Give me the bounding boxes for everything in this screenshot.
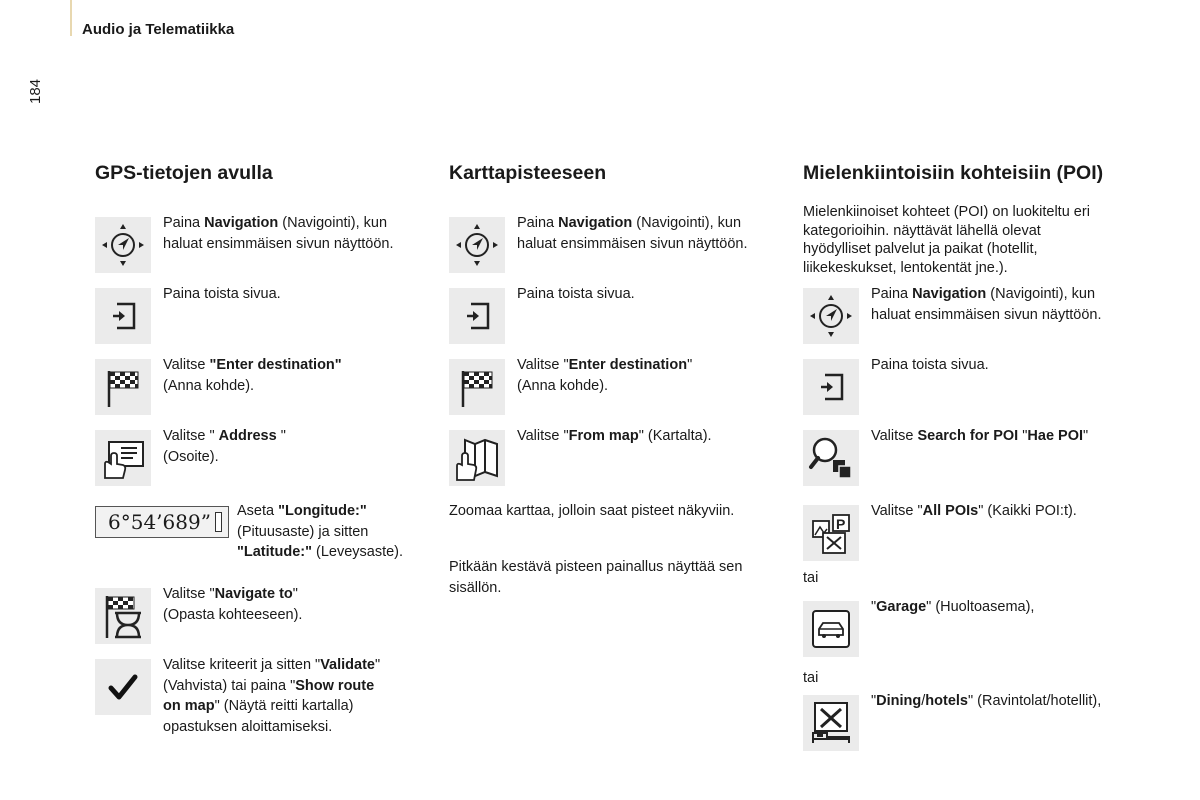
col2-step2: Paina toista sivua.	[517, 286, 635, 302]
col3-step2: Paina toista sivua.	[871, 357, 989, 373]
col3-step3: Valitse Search for POI "Hae POI"	[871, 428, 1089, 444]
col1-step6: Valitse "Navigate to" (Opasta kohteeseen).	[163, 586, 303, 623]
col3-intro: Mielenkiinoiset kohteet (POI) on luokiteltu eri kategorioihin. näyttävät lähellä olevat hyödylliset palvelut ja paikat (hotellit, liikekeskukset, lentokentät jne.).	[803, 204, 1090, 276]
validate-icon-button[interactable]	[95, 659, 151, 715]
navigation-compass-icon	[807, 292, 855, 340]
col1-step5: Aseta "Longitude:" (Pituusaste) ja sitten "Latitude:" (Leveysaste).	[237, 503, 404, 560]
col3-title: Mielenkiintoisiin kohteisiin (POI)	[803, 162, 1104, 184]
col2-para2: Pitkään kestävä pisteen painallus näyttää sen sisällön.	[449, 559, 743, 596]
col2-step3: Valitse "Enter destination" (Anna kohde).	[517, 357, 693, 394]
flag-hourglass-icon	[99, 592, 147, 640]
next-page-icon	[807, 363, 855, 411]
col3-step4: Valitse "All POIs" (Kaikki POI:t).	[871, 503, 1077, 519]
col1-step4: Valitse " Address " (Osoite).	[163, 428, 286, 465]
checkered-flag-icon	[99, 363, 147, 411]
coordinate-value: 6°54’689”	[108, 510, 211, 534]
col3-step6: "Dining/hotels" (Ravintolat/hotellit),	[871, 693, 1102, 709]
checkered-flag-icon	[453, 363, 501, 411]
col3-or-1: tai	[803, 570, 819, 586]
next-page-icon-button-3[interactable]	[803, 359, 859, 415]
col2-step4: Valitse "From map" (Kartalta).	[517, 428, 712, 444]
from-map-icon-button[interactable]	[449, 430, 505, 486]
next-page-icon-button[interactable]	[95, 288, 151, 344]
side-rule	[70, 0, 72, 36]
map-touch-icon	[453, 434, 501, 482]
navigation-icon-button-2[interactable]	[449, 217, 505, 273]
col2-step1: Paina Navigation (Navigointi), kun haluat ensimmäisen sivun näyttöön.	[517, 215, 748, 252]
address-icon-button[interactable]	[95, 430, 151, 486]
dining-hotels-icon-button[interactable]	[803, 695, 859, 751]
garage-car-icon	[807, 605, 855, 653]
all-pois-icon	[807, 509, 855, 557]
navigation-icon-button[interactable]	[95, 217, 151, 273]
col2-title: Karttapisteeseen	[449, 162, 607, 184]
col3-or-2: tai	[803, 670, 819, 686]
navigation-icon-button-3[interactable]	[803, 288, 859, 344]
enter-destination-icon-button[interactable]	[95, 359, 151, 415]
address-card-icon	[99, 434, 147, 482]
col1-step7: Valitse kriteerit ja sitten "Validate" (Vahvista) tai paina "Show route on map" (Näytä reitti kartalla) opastuksen aloittamiseksi.	[163, 657, 381, 735]
dining-hotels-icon	[807, 699, 855, 747]
navigation-compass-icon	[453, 221, 501, 269]
coordinate-input[interactable]	[95, 506, 229, 538]
col3-step1: Paina Navigation (Navigointi), kun haluat ensimmäisen sivun näyttöön.	[871, 286, 1102, 323]
col1-step2: Paina toista sivua.	[163, 286, 281, 302]
checkmark-icon	[99, 663, 147, 711]
next-page-icon	[453, 292, 501, 340]
all-pois-icon-button[interactable]	[803, 505, 859, 561]
page-number: 184	[27, 78, 44, 104]
col1-step1: Paina Navigation (Navigointi), kun haluat ensimmäisen sivun näyttöön.	[163, 215, 394, 252]
enter-destination-icon-button-2[interactable]	[449, 359, 505, 415]
col1-title: GPS-tietojen avulla	[95, 162, 273, 184]
navigate-to-icon-button[interactable]	[95, 588, 151, 644]
cursor-icon	[215, 512, 222, 532]
section-title: Audio ja Telematiikka	[82, 21, 235, 38]
search-poi-icon	[807, 434, 855, 482]
garage-icon-button[interactable]	[803, 601, 859, 657]
navigation-compass-icon	[99, 221, 147, 269]
search-poi-icon-button[interactable]	[803, 430, 859, 486]
col3-step5: "Garage" (Huoltoasema),	[871, 599, 1035, 615]
col2-para1: Zoomaa karttaa, jolloin saat pisteet näkyviin.	[449, 503, 735, 519]
next-page-icon-button-2[interactable]	[449, 288, 505, 344]
next-page-icon	[99, 292, 147, 340]
col1-step3: Valitse "Enter destination" (Anna kohde).	[163, 357, 342, 394]
